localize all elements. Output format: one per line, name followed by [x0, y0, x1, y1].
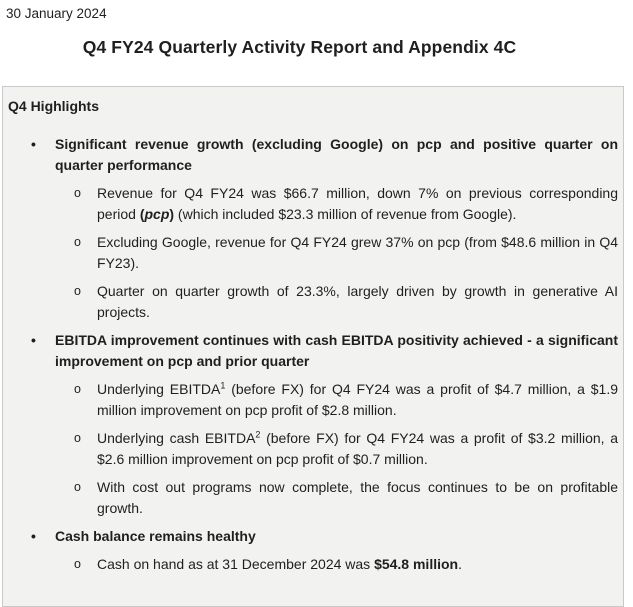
highlight-text: With cost out programs now complete, the focus continues to be on profitable growth. — [97, 479, 618, 516]
circle-bullet-icon: o — [74, 431, 81, 445]
highlight-text: Quarter on quarter growth of 23.3%, largely driven by growth in generative AI projects. — [97, 283, 618, 320]
page-title: Q4 FY24 Quarterly Activity Report and Appendix 4C — [82, 37, 517, 57]
bullet-icon: • — [31, 332, 36, 348]
highlight-text: Revenue for Q4 FY24 was $66.7 million, down 7% on previous corresponding period (pcp) (which included $23.3 million of revenue from Google). — [97, 185, 618, 222]
highlight-subitem — [3, 232, 623, 274]
highlight-subitem — [3, 477, 623, 519]
circle-bullet-icon: o — [74, 480, 81, 494]
highlight-item — [3, 330, 623, 372]
highlight-subitem — [3, 281, 623, 323]
document-date: 30 January 2024 — [6, 6, 107, 21]
highlight-text: Underlying EBITDA$^1$ (before FX) for Q4 FY24 was a profit of $4.7 million, a $1.9 million improvement on pcp profit of $2.8 million. — [97, 380, 619, 418]
highlight-text: Excluding Google, revenue for Q4 FY24 grew 37% on pcp (from $48.6 million in Q4 FY23). — [97, 234, 618, 271]
circle-bullet-icon: o — [74, 382, 81, 396]
bullet-icon: • — [31, 528, 36, 544]
highlight-text: Underlying cash EBITDA$^2$ (before FX) for Q4 FY24 was a profit of $3.2 million, a $2.6 million improvement on pcp profit of $0.7 million. — [97, 429, 618, 467]
highlight-item — [3, 134, 623, 176]
bullet-icon: • — [31, 136, 36, 152]
highlight-text: EBITDA improvement continues with cash EBITDA positivity achieved - a significant improvement on pcp and prior quarter — [55, 332, 618, 369]
highlight-text: Cash balance remains healthy — [55, 528, 256, 544]
highlights-list — [3, 134, 623, 575]
highlight-subitem — [3, 554, 623, 575]
highlights-box — [2, 86, 624, 607]
highlight-item — [3, 526, 623, 547]
circle-bullet-icon: o — [74, 186, 81, 200]
highlight-text: Significant revenue growth (excluding Google) on pcp and positive quarter on quarter performance — [55, 136, 618, 173]
highlight-subitem — [3, 428, 623, 470]
highlights-heading: Q4 Highlights — [8, 98, 99, 114]
circle-bullet-icon: o — [74, 235, 81, 249]
circle-bullet-icon: o — [74, 557, 81, 571]
highlight-subitem — [3, 183, 623, 225]
circle-bullet-icon: o — [74, 284, 81, 298]
highlight-subitem — [3, 379, 623, 421]
highlight-text: Cash on hand as at 31 December 2024 was $54.8 million. — [97, 556, 462, 572]
